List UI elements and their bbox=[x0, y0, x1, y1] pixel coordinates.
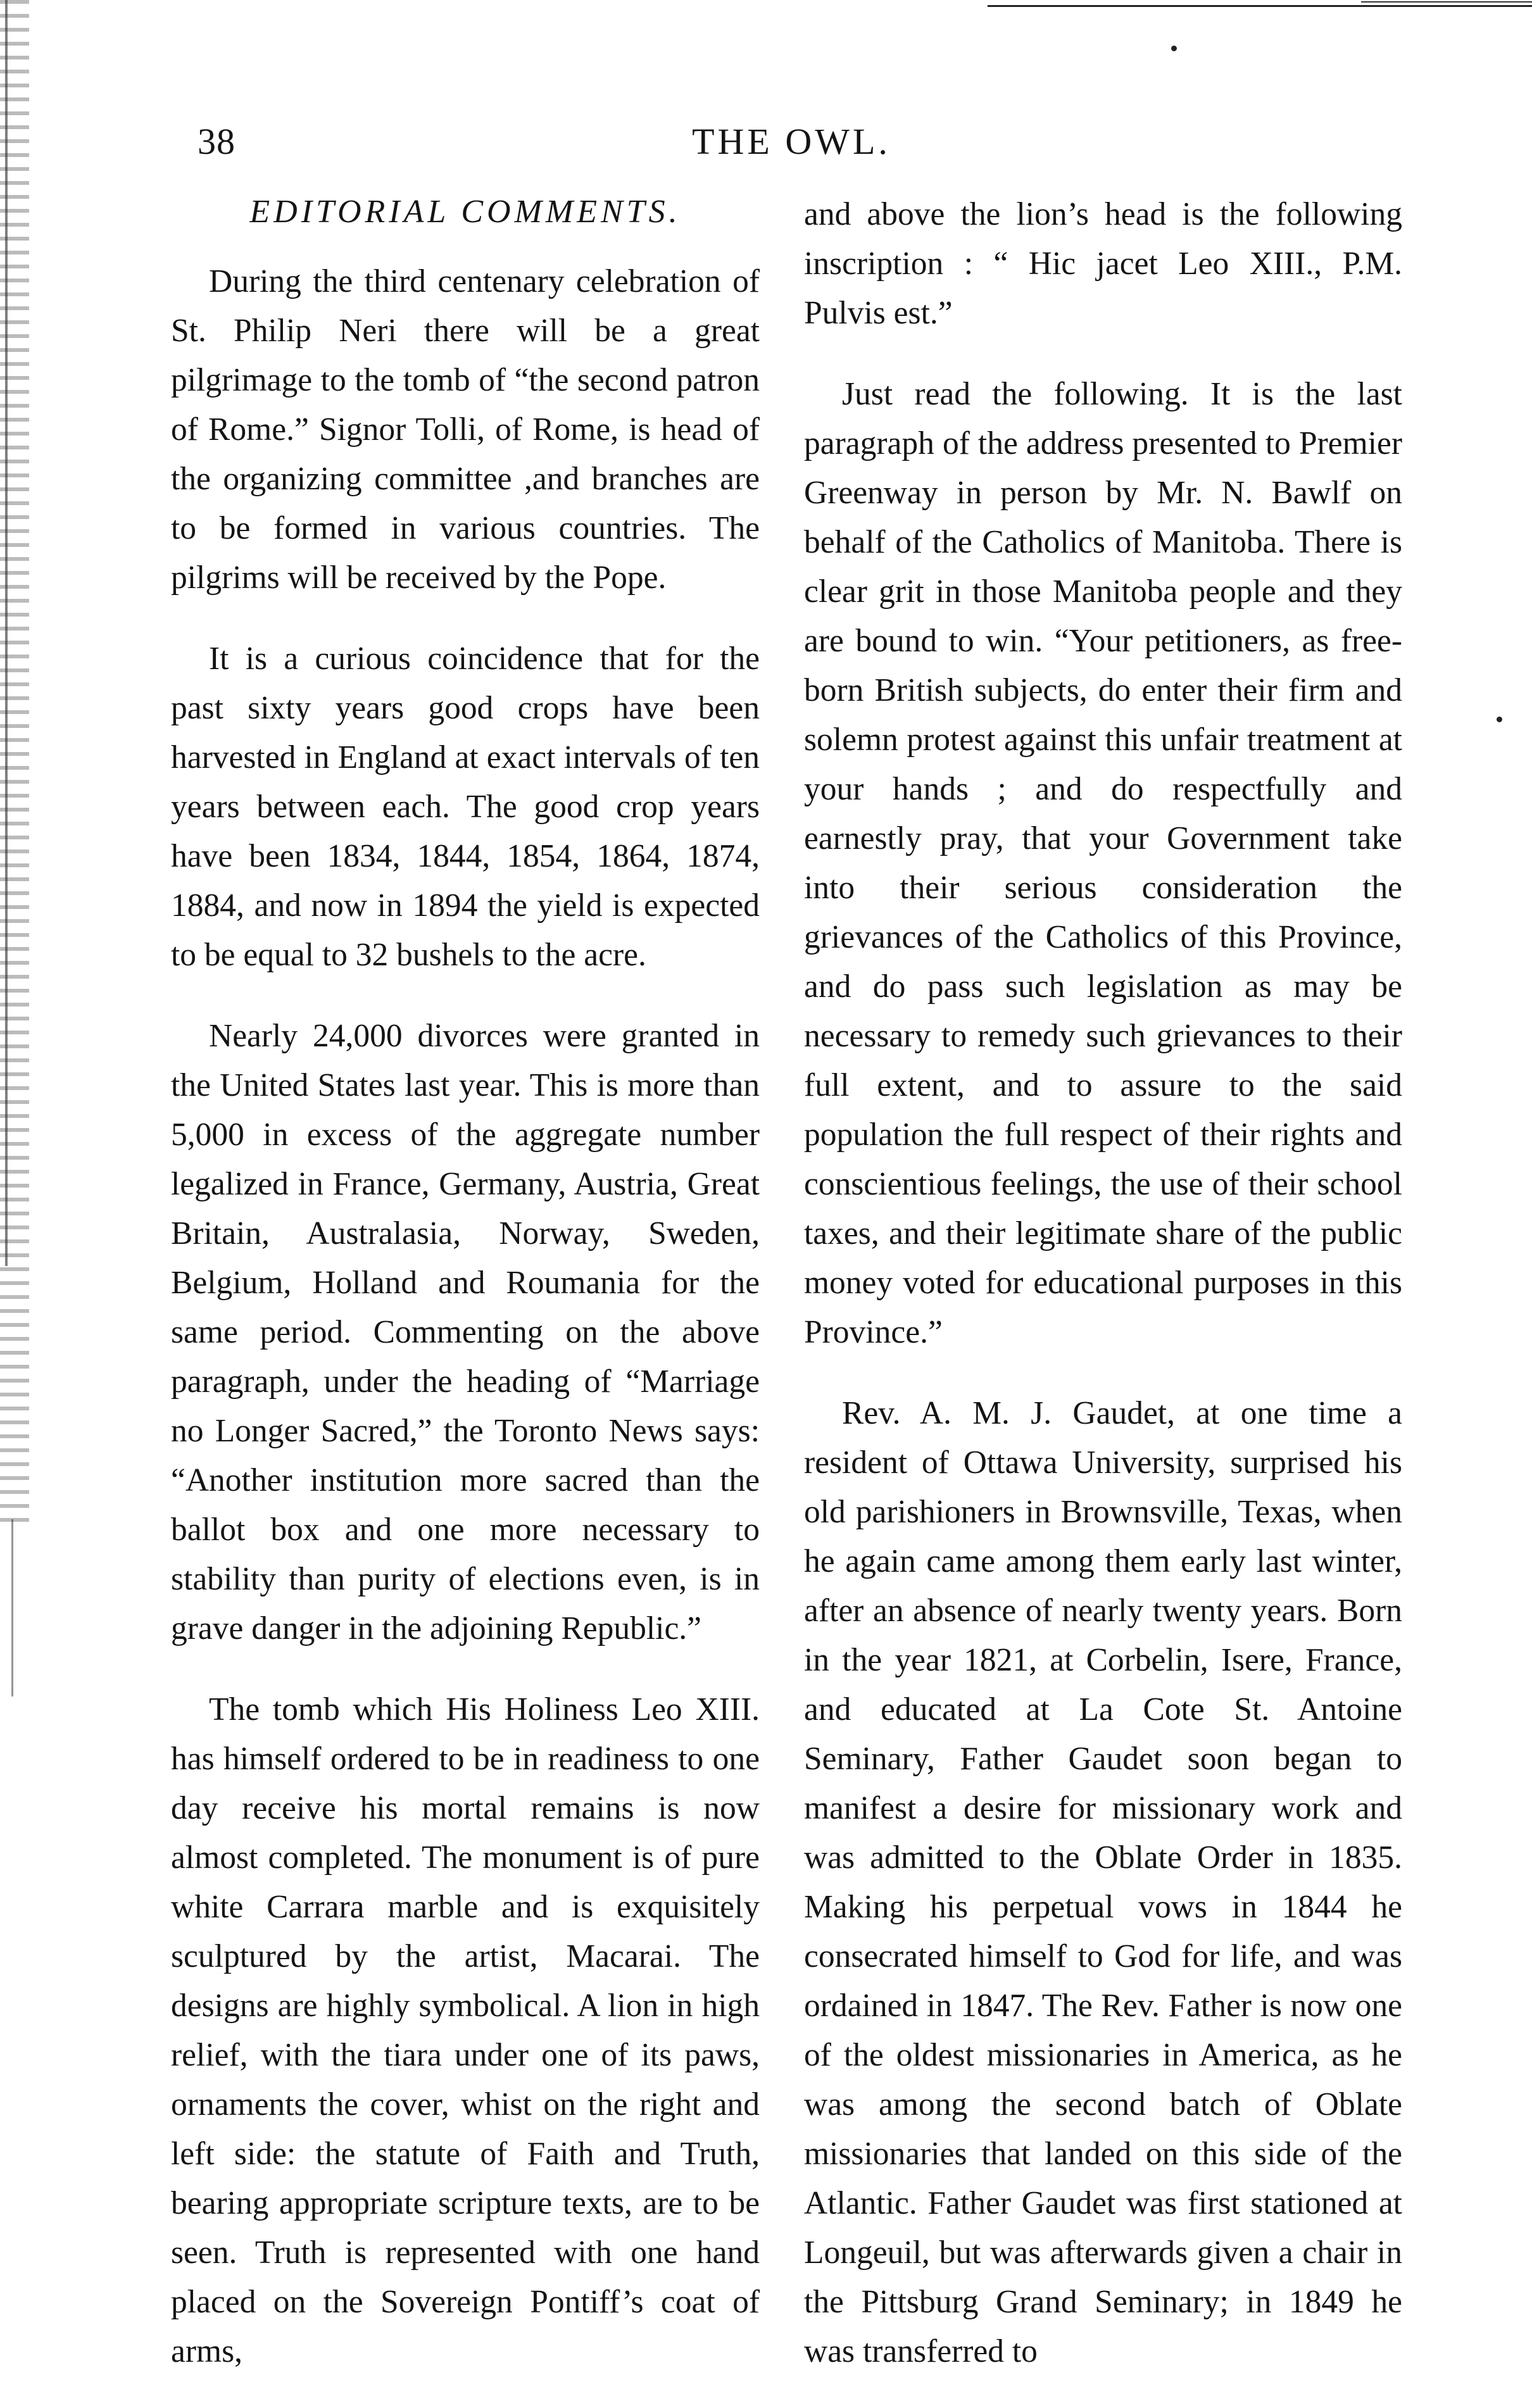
paragraph: Nearly 24,000 divorces were granted in the United States last year. This is more than 5,000 in excess of the aggregate number legalized in France, Germany, Austria, Great Britain, Australasia, Norway, Sweden, Belgium, Holland and Roumania for the same period. Commenting on the above paragraph, under the heading of “Marriage no Longer Sacred,” the Toronto News says: “Another institution more sacred than the ballot box and one more necessary to stability than purity of elections even, is in grave danger in the adjoining Republic.” bbox=[171, 1018, 760, 1646]
binding-edge-marks bbox=[0, 0, 29, 1532]
top-scan-rule-secondary bbox=[1361, 1, 1532, 3]
top-scan-rule bbox=[988, 5, 1532, 7]
paragraph: The tomb which His Holiness Leo XIII. has himself ordered to be in readiness to one day receive his mortal remains is now almost completed. The monument is of pure white Carrara marble and is exquisitely sculptured by the artist, Macarai. The designs are highly symbolical. A lion in high relief, with the tiara under one of its paws, ornaments the cover, whist on the right and left side: the statute of Faith and Truth, bearing appropriate scripture texts, are to be seen. Truth is represented with one hand placed on the Sovereign Pontiff’s coat of arms, bbox=[171, 1691, 760, 2369]
paragraph-continued: and above the lion’s head is the following inscription : “ Hic jacet Leo XIII., P.M. Pulvis est.” bbox=[804, 196, 1402, 331]
paragraph: It is a curious coincidence that for the past sixty years good crops have been harvested in England at exact intervals of ten years between each. The good crop years have been 1834, 1844, 1854, 1864, 1874, 1884, and now in 1894 the yield is expected to be equal to 32 bushels to the acre. bbox=[171, 641, 760, 973]
scan-speck bbox=[1497, 717, 1502, 722]
paragraph: During the third centenary celebration of St. Philip Neri there will be a great pilgrimage to the tomb of “the second patron of Rome.” Signor Tolli, of Rome, is head of the organizing committee ,and branches are to be formed in various countries. The pilgrims will be received by the Pope. bbox=[171, 263, 760, 596]
paragraph: Just read the following. It is the last paragraph of the address presented to Premier Greenway in person by Mr. N. Bawlf on behalf of the Catholics of Manitoba. There is clear grit in those Manitoba people and they are bound to win. “Your petitioners, as free-born British subjects, do enter their firm and solemn protest against this unfair treatment at your hands ; and do respectfully and earnestly pray, that your Government take into their serious consideration the grievances of the Catholics of this Province, and do pass such legislation as may be necessary to remedy such grievances to their full extent, and to assure to the said population the full respect of their rights and conscientious feelings, the use of their school taxes, and their legitimate share of the public money voted for educational purposes in this Province.” bbox=[804, 376, 1402, 1350]
right-column bbox=[804, 190, 1402, 2408]
binding-edge-line bbox=[5, 0, 8, 1266]
page-number: 38 bbox=[198, 121, 235, 162]
running-title: THE OWL. bbox=[692, 121, 891, 162]
section-title: EDITORIAL COMMENTS. bbox=[249, 194, 681, 230]
binding-edge-line-lower bbox=[11, 1519, 13, 1696]
left-column bbox=[171, 190, 760, 2408]
paragraph: Rev. A. M. J. Gaudet, at one time a resident of Ottawa University, surprised his old parishioners in Brownsville, Texas, when he again came among them early last winter, after an absence of nearly twenty years. Born in the year 1821, at Corbelin, Isere, France, and educated at La Cote St. Antoine Seminary, Father Gaudet soon began to manifest a desire for missionary work and was admitted to the Oblate Order in 1835. Making his perpetual vows in 1844 he consecrated himself to God for life, and was ordained in 1847. The Rev. Father is now one of the oldest missionaries in America, as he was among the second batch of Oblate missionaries that landed on this side of the Atlantic. Father Gaudet was first stationed at Longeuil, but was afterwards given a chair in the Pittsburg Grand Seminary; in 1849 he was transferred to bbox=[804, 1395, 1402, 2369]
scan-speck bbox=[1171, 46, 1177, 51]
